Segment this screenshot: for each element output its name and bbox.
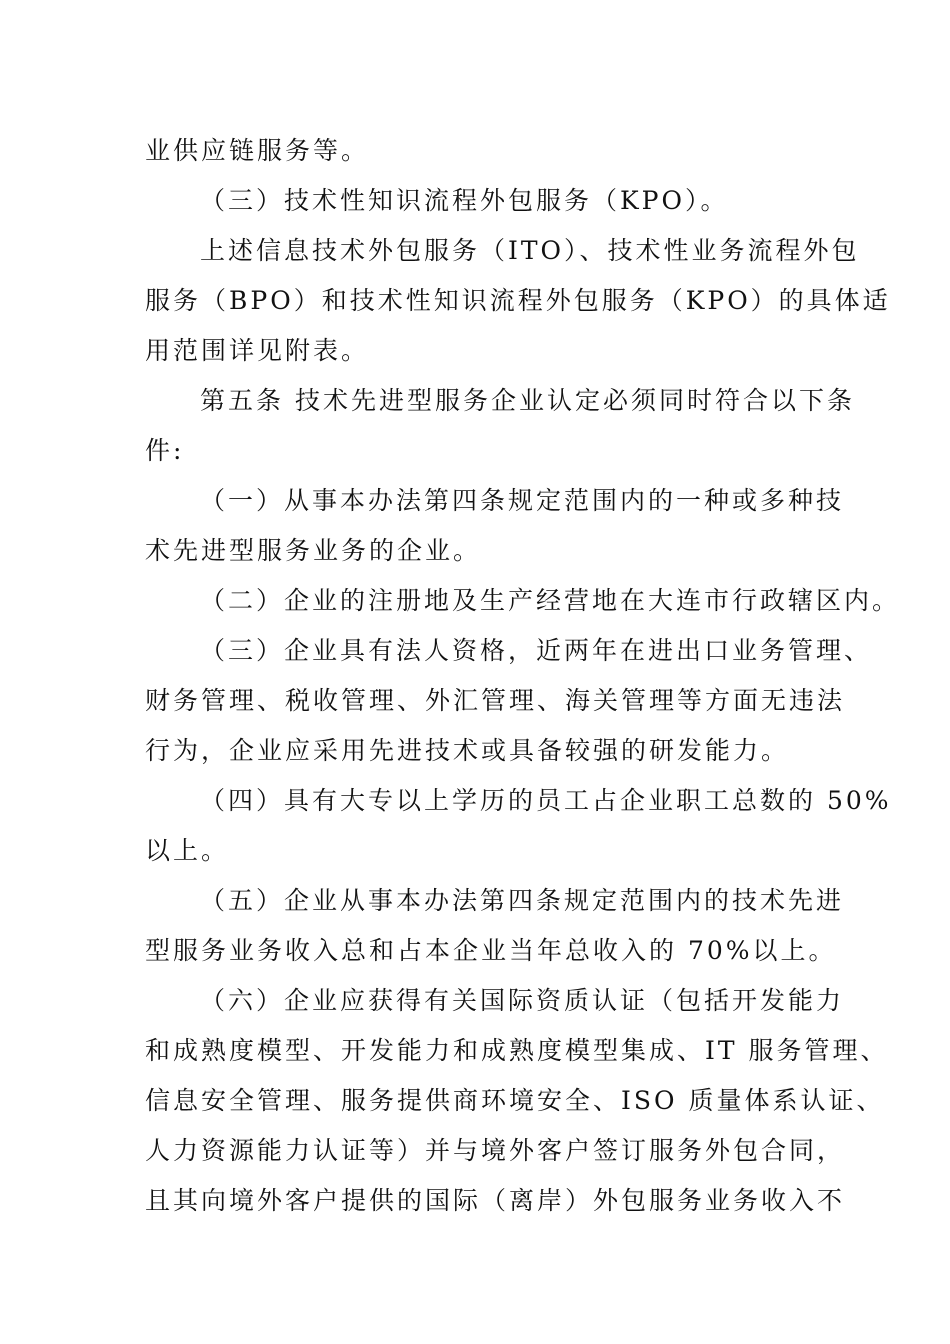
text-line: 以上。	[145, 836, 230, 865]
text-line: 人力资源能力认证等）并与境外客户签订服务外包合同，	[145, 1136, 846, 1165]
text-line: 业供应链服务等。	[145, 136, 370, 165]
text-line: 信息安全管理、服务提供商环境安全、ISO 质量体系认证、	[145, 1086, 885, 1115]
text-line: 且其向境外客户提供的国际（离岸）外包服务业务收入不	[145, 1186, 846, 1215]
text-line: 和成熟度模型、开发能力和成熟度模型集成、IT 服务管理、	[145, 1036, 889, 1065]
text-line: （四）具有大专以上学历的员工占企业职工总数的 50%	[200, 786, 892, 815]
text-line: 术先进型服务业务的企业。	[145, 536, 482, 565]
article-heading: 第五条 技术先进型服务企业认定必须同时符合以下条	[200, 386, 855, 415]
text-line: （一）从事本办法第四条规定范围内的一种或多种技	[200, 486, 845, 515]
text-line: （五）企业从事本办法第四条规定范围内的技术先进	[200, 886, 845, 915]
text-line: （三）技术性知识流程外包服务（KPO）。	[200, 186, 729, 215]
text-line: 件:	[145, 436, 185, 465]
text-line: （三）企业具有法人资格，近两年在进出口业务管理、	[200, 636, 873, 665]
text-line: 财务管理、税收管理、外汇管理、海关管理等方面无违法	[145, 686, 846, 715]
text-line: 上述信息技术外包服务（ITO）、技术性业务流程外包	[200, 236, 860, 265]
text-line: 行为，企业应采用先进技术或具备较强的研发能力。	[145, 736, 790, 765]
text-line: 服务（BPO）和技术性知识流程外包服务（KPO）的具体适	[145, 286, 891, 315]
text-line: 用范围详见附表。	[145, 336, 370, 365]
text-line: 型服务业务收入总和占本企业当年总收入的 70%以上。	[145, 936, 837, 965]
text-line: （六）企业应获得有关国际资质认证（包括开发能力	[200, 986, 845, 1015]
text-line: （二）企业的注册地及生产经营地在大连市行政辖区内。	[200, 586, 901, 615]
